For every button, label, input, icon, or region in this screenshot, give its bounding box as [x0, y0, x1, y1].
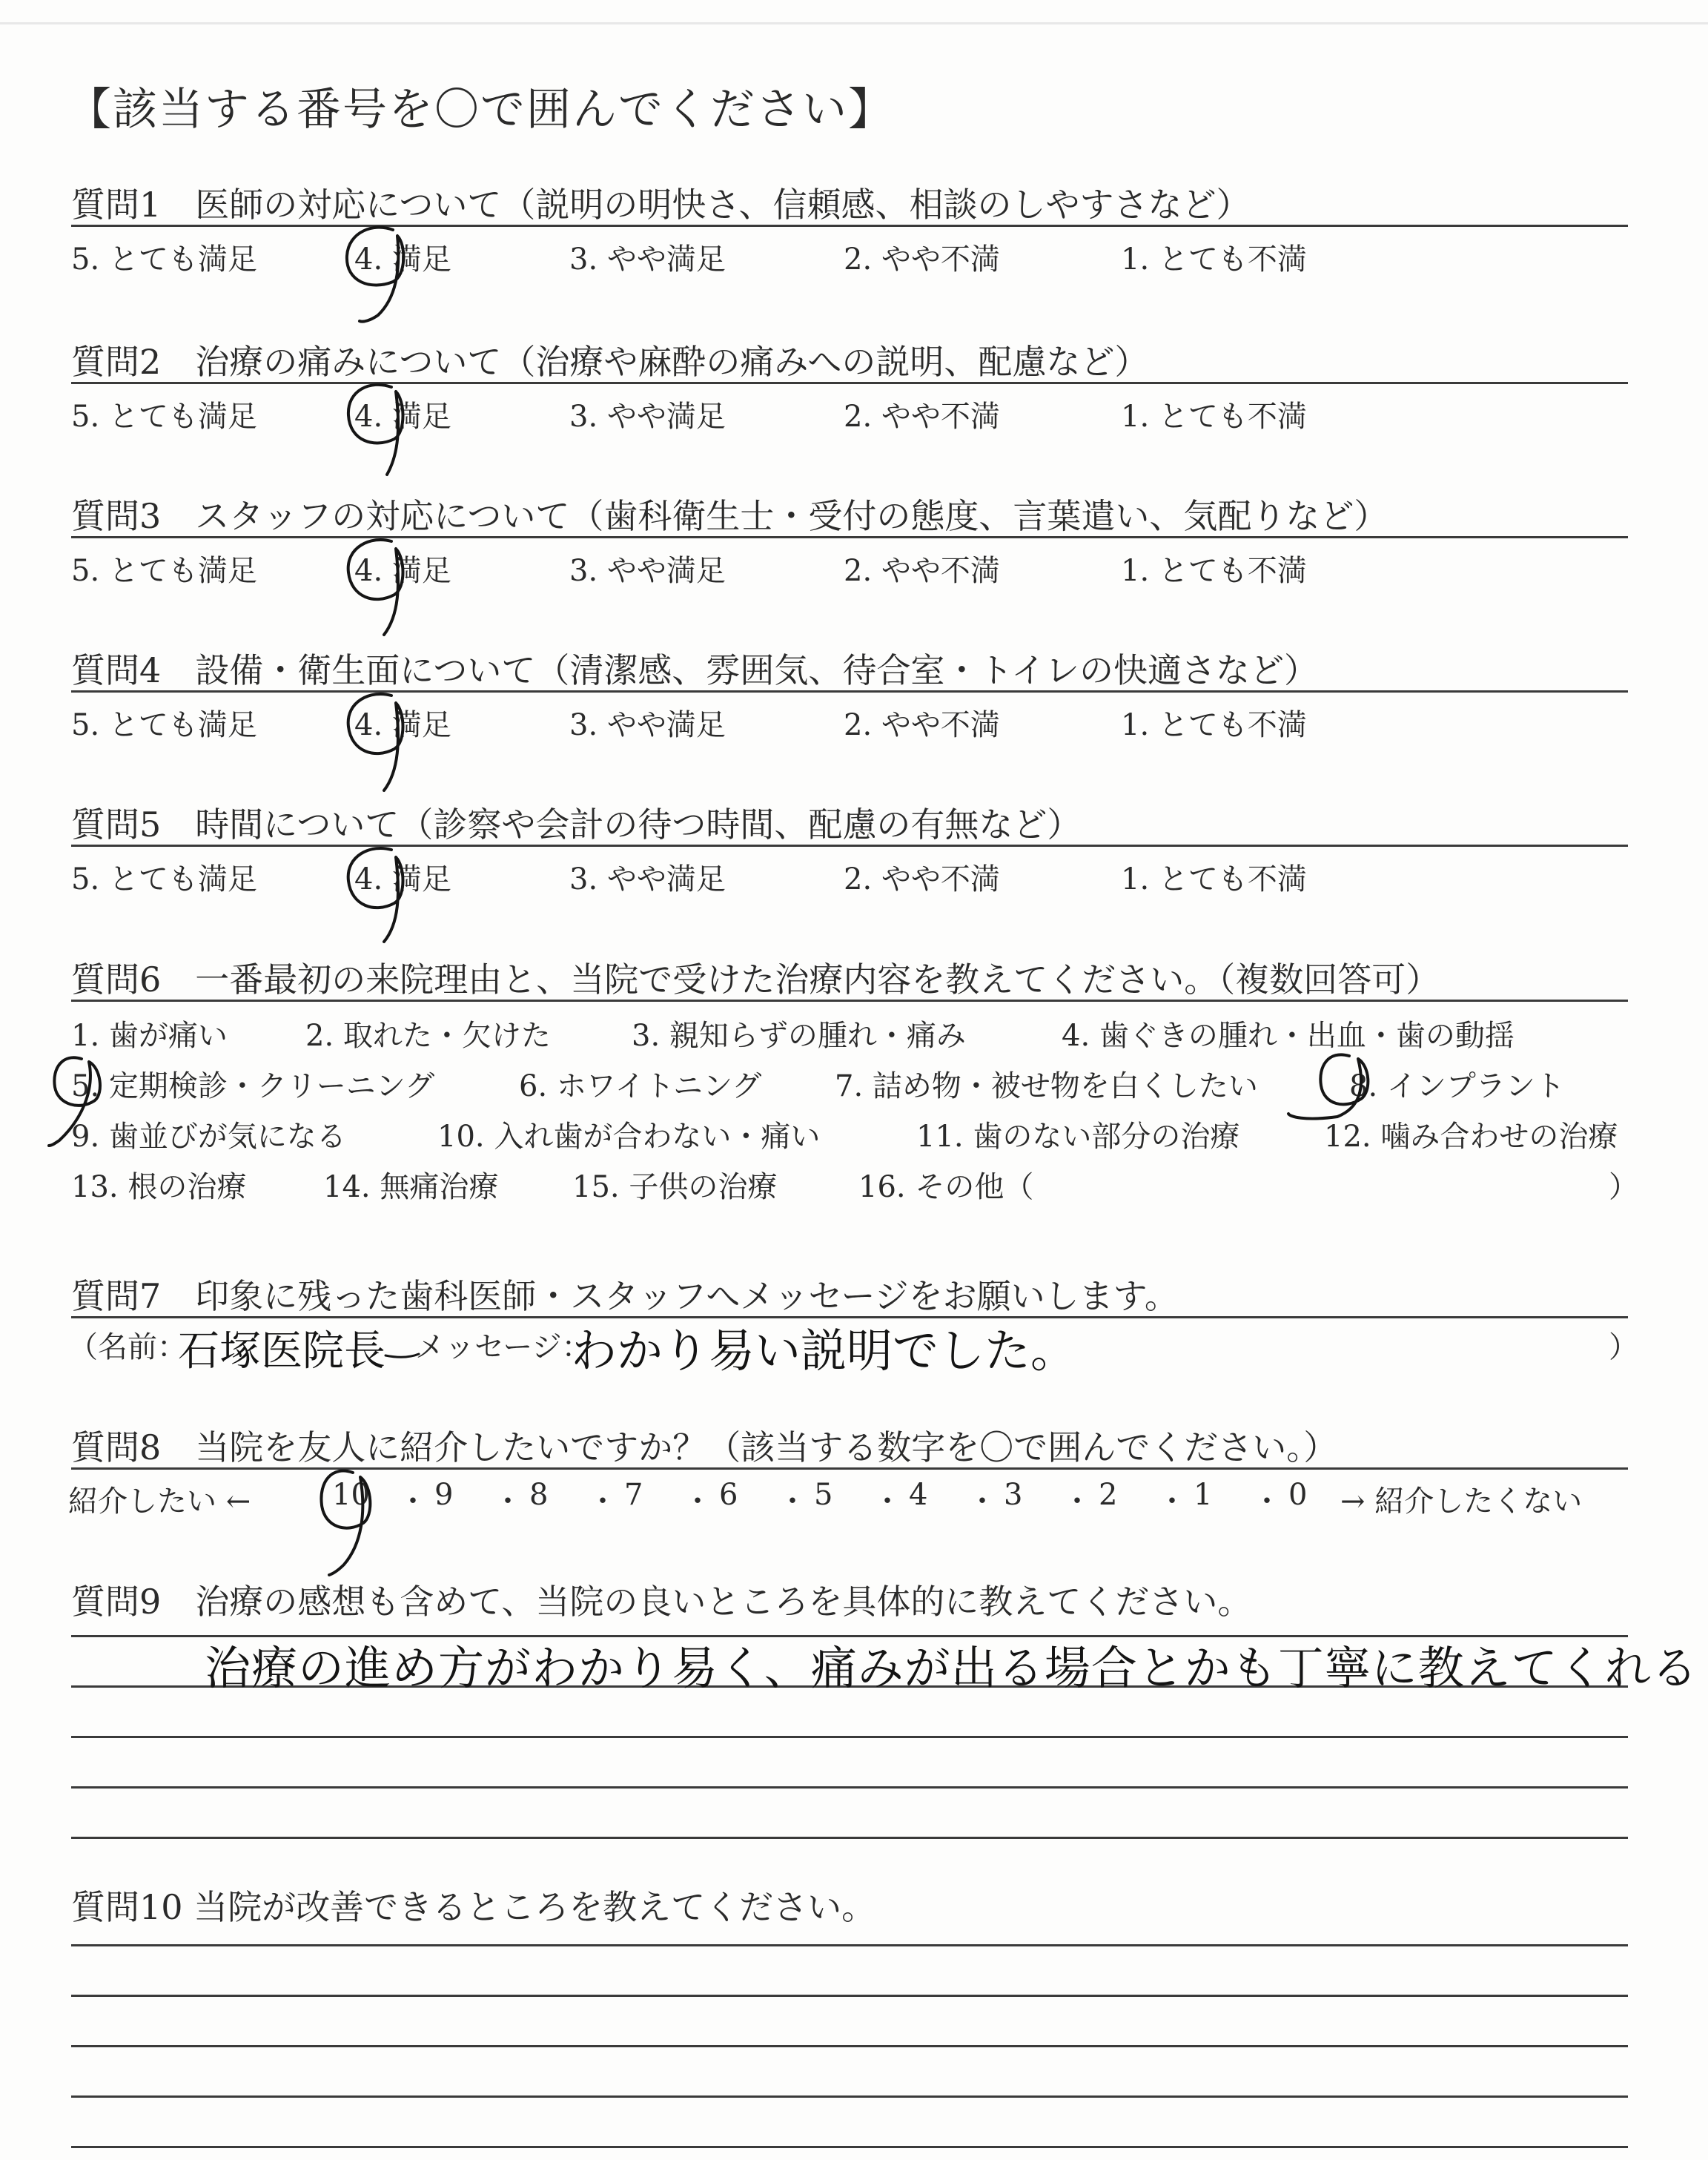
q8-scale-left-label: 紹介したい ←	[68, 1484, 251, 1519]
q6-other-close-paren: ）	[1609, 1170, 1638, 1204]
q4-option-3[interactable]: 3. やや満足	[569, 708, 726, 742]
q6-option-12[interactable]: 12. 噛み合わせの治療	[1324, 1120, 1618, 1154]
q8-dot: ・	[1157, 1484, 1187, 1519]
q6-option-10[interactable]: 10. 入れ歯が合わない・痛い	[437, 1120, 821, 1154]
q8-scale-7[interactable]: 7	[624, 1478, 643, 1512]
q8-scale-2[interactable]: 2	[1099, 1478, 1118, 1512]
q9-answer-line-4	[71, 1786, 1628, 1789]
question-7-label: 質問7 印象に残った歯科医師・スタッフへメッセージをお願いします。	[71, 1276, 1179, 1316]
question-1-label: 質問1 医師の対応について（説明の明快さ、信頼感、相談のしやすさなど）	[71, 185, 1251, 225]
question-8-label: 質問8 当院を友人に紹介したいですか？（該当する数字を〇で囲んでください。）	[71, 1427, 1338, 1467]
q7-handwritten-name[interactable]: 石塚医院長	[178, 1327, 385, 1375]
q8-scale-1[interactable]: 1	[1194, 1478, 1213, 1512]
q1-option-3[interactable]: 3. やや満足	[569, 242, 726, 277]
question-8-rule	[71, 1467, 1628, 1470]
q1-option-5[interactable]: 5. とても満足	[71, 242, 257, 277]
q6-option-8[interactable]: 8. インプラント	[1349, 1069, 1565, 1103]
question-2-rule	[71, 382, 1628, 384]
question-2-label: 質問2 治療の痛みについて（治療や麻酔の痛みへの説明、配慮など）	[71, 342, 1149, 382]
q4-option-1[interactable]: 1. とても不満	[1121, 708, 1307, 742]
q8-dot: ・	[778, 1484, 807, 1519]
q5-option-5[interactable]: 5. とても満足	[71, 862, 257, 896]
q6-option-1[interactable]: 1. 歯が痛い	[71, 1019, 228, 1053]
q8-dot: ・	[588, 1484, 618, 1519]
q2-option-4[interactable]: 4. 満足	[354, 400, 451, 434]
q8-scale-10[interactable]: 10	[332, 1478, 370, 1512]
q5-option-3[interactable]: 3. やや満足	[569, 862, 726, 896]
q4-option-4[interactable]: 4. 満足	[354, 708, 451, 742]
page-top-edge	[0, 22, 1708, 24]
q6-option-5[interactable]: 5. 定期検診・クリーニング	[71, 1069, 435, 1103]
q2-option-2[interactable]: 2. やや不満	[844, 400, 1000, 434]
q8-scale-9[interactable]: 9	[434, 1478, 454, 1512]
question-6-label: 質問6 一番最初の来院理由と、当院で受けた治療内容を教えてください。（複数回答可）	[71, 960, 1440, 1000]
q9-answer-line-3	[71, 1736, 1628, 1738]
q7-name-scribble	[385, 1354, 419, 1357]
q6-option-15[interactable]: 15. 子供の治療	[572, 1170, 778, 1204]
q8-dot: ・	[683, 1484, 712, 1519]
question-9-label: 質問9 治療の感想も含めて、当院の良いところを具体的に教えてください。	[71, 1582, 1252, 1622]
q6-option-6[interactable]: 6. ホワイトニング	[519, 1069, 762, 1103]
q8-scale-right-label: → 紹介したくない	[1340, 1484, 1583, 1519]
q9-handwritten-answer[interactable]: 治療の進め方がわかり易く、痛みが出る場合とかも丁寧に教えてくれる	[205, 1641, 1698, 1695]
q8-dot: ・	[493, 1484, 523, 1519]
q7-close-paren: ）	[1609, 1330, 1638, 1364]
q4-option-2[interactable]: 2. やや不満	[844, 708, 1000, 742]
q6-option-13[interactable]: 13. 根の治療	[71, 1170, 247, 1204]
q5-option-2[interactable]: 2. やや不満	[844, 862, 1000, 896]
q8-scale-6[interactable]: 6	[719, 1478, 738, 1512]
q8-dot: ・	[967, 1484, 997, 1519]
q1-option-4[interactable]: 4. 満足	[354, 242, 451, 277]
q1-option-1[interactable]: 1. とても不満	[1121, 242, 1307, 277]
question-1-rule	[71, 225, 1628, 227]
instructions-title: 【該当する番号を〇で囲んでください】	[67, 84, 894, 136]
q5-option-4[interactable]: 4. 満足	[354, 862, 451, 896]
q2-option-3[interactable]: 3. やや満足	[569, 400, 726, 434]
q10-answer-line-2	[71, 1995, 1628, 1997]
q8-scale-8[interactable]: 8	[529, 1478, 549, 1512]
q6-option-11[interactable]: 11. 歯のない部分の治療	[916, 1120, 1240, 1154]
q7-name-prefix: （名前：	[68, 1330, 187, 1364]
question-5-label: 質問5 時間について（診察や会計の待つ時間、配慮の有無など）	[71, 805, 1082, 845]
q10-answer-line-3	[71, 2045, 1628, 2047]
q6-option-3[interactable]: 3. 親知らずの腫れ・痛み	[632, 1019, 966, 1053]
q10-answer-line-1	[71, 1944, 1628, 1946]
q5-option-1[interactable]: 1. とても不満	[1121, 862, 1307, 896]
question-3-label: 質問3 スタッフの対応について（歯科衛生士・受付の態度、言葉遣い、気配りなど）	[71, 496, 1388, 536]
q6-option-7[interactable]: 7. 詰め物・被せ物を白くしたい	[835, 1069, 1258, 1103]
question-5-rule	[71, 845, 1628, 847]
q8-scale-4[interactable]: 4	[909, 1478, 928, 1512]
q6-option-2[interactable]: 2. 取れた・欠けた	[305, 1019, 551, 1053]
q8-dot: ・	[1062, 1484, 1092, 1519]
q3-option-2[interactable]: 2. やや不満	[844, 554, 1000, 588]
q3-option-5[interactable]: 5. とても満足	[71, 554, 257, 588]
q8-dot: ・	[1252, 1484, 1282, 1519]
q3-option-4[interactable]: 4. 満足	[354, 554, 451, 588]
q3-option-1[interactable]: 1. とても不満	[1121, 554, 1307, 588]
q3-option-3[interactable]: 3. やや満足	[569, 554, 726, 588]
q2-option-5[interactable]: 5. とても満足	[71, 400, 257, 434]
q4-option-5[interactable]: 5. とても満足	[71, 708, 257, 742]
q2-option-1[interactable]: 1. とても不満	[1121, 400, 1307, 434]
question-4-rule	[71, 690, 1628, 693]
q6-option-16[interactable]: 16. その他（	[858, 1170, 1034, 1204]
q8-scale-5[interactable]: 5	[814, 1478, 833, 1512]
q8-dot: ・	[398, 1484, 428, 1519]
q8-dot: ・	[873, 1484, 902, 1519]
q8-scale-3[interactable]: 3	[1004, 1478, 1023, 1512]
q7-message-prefix: メッセージ：	[415, 1330, 592, 1364]
q6-option-9[interactable]: 9. 歯並びが気になる	[71, 1120, 346, 1154]
q7-handwritten-message[interactable]: わかり易い説明でした。	[571, 1324, 1077, 1378]
q8-scale-0[interactable]: 0	[1288, 1478, 1308, 1512]
q9-answer-line-5	[71, 1837, 1628, 1839]
q1-option-2[interactable]: 2. やや不満	[844, 242, 1000, 277]
question-10-label: 質問10 当院が改善できるところを教えてください。	[71, 1887, 876, 1927]
question-6-rule	[71, 1000, 1628, 1002]
q6-option-14[interactable]: 14. 無痛治療	[323, 1170, 499, 1204]
q10-answer-line-5	[71, 2146, 1628, 2148]
q10-answer-line-4	[71, 2095, 1628, 2098]
q6-option-4[interactable]: 4. 歯ぐきの腫れ・出血・歯の動揺	[1062, 1019, 1515, 1053]
question-3-rule	[71, 536, 1628, 538]
question-4-label: 質問4 設備・衛生面について（清潔感、雰囲気、待合室・トイレの快適さなど）	[71, 650, 1319, 690]
